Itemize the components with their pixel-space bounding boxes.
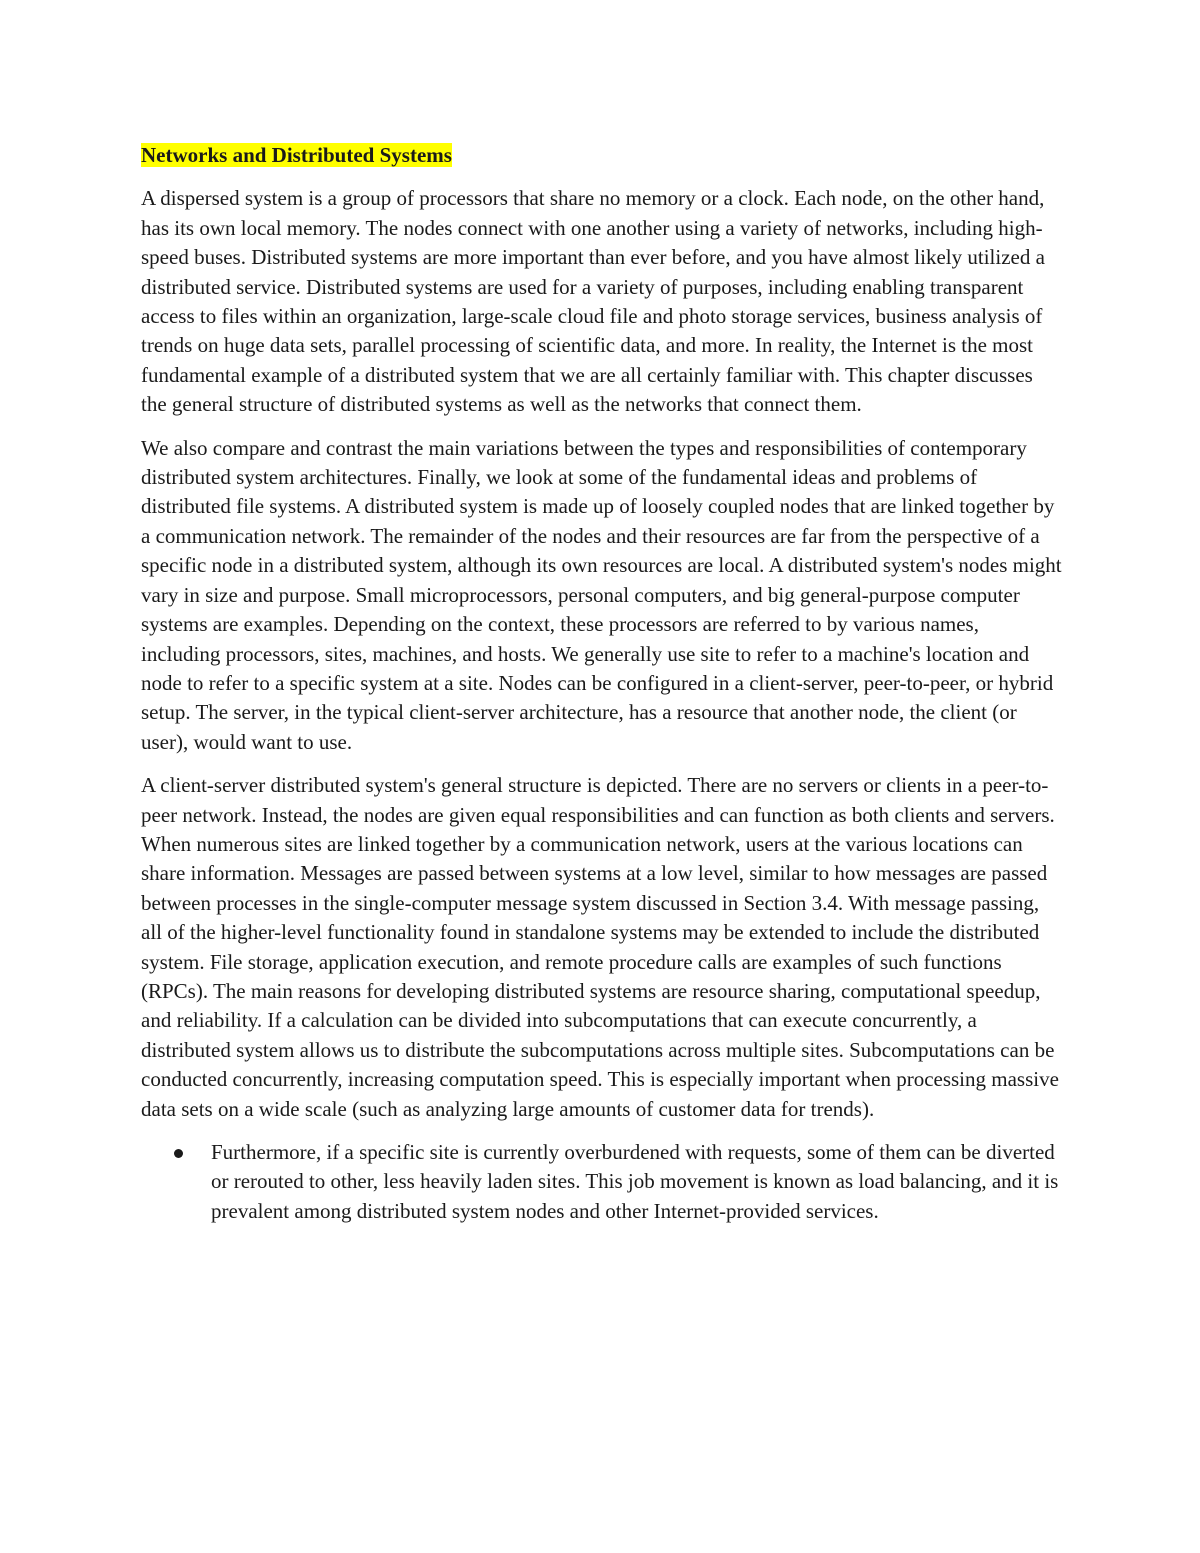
bullet-list (141, 1138, 1063, 1226)
bullet-item (141, 1138, 1063, 1226)
bullet-icon (174, 1149, 183, 1158)
paragraph: A client-server distributed system's general structure is depicted. There are no servers or clients in a peer-to-peer network. Instead, the nodes are given equal responsibilities and can function as both clients and servers. When numerous sites are linked together by a communication network, users at the various locations can share information. Messages are passed between systems at a low level, similar to how messages are passed between processes in the single-computer message system discussed in Section 3.4. With message passing, all of the higher-level functionality found in standalone systems may be extended to include the distributed system. File storage, application execution, and remote procedure calls are examples of such functions (RPCs). The main reasons for developing distributed systems are resource sharing, computational speedup, and reliability. If a calculation can be divided into subcomputations that can execute concurrently, a distributed system allows us to distribute the subcomputations across multiple sites. Subcomputations can be conducted concurrently, increasing computation speed. This is especially important when processing massive data sets on a wide scale (such as analyzing large amounts of customer data for trends). (141, 773, 1059, 1121)
document-title (141, 141, 1063, 170)
paragraph: A dispersed system is a group of processors that share no memory or a clock. Each node, on the other hand, has its own local memory. The nodes connect with one another using a variety of networks, including high-speed buses. Distributed systems are more important than ever before, and you have almost likely utilized a distributed service. Distributed systems are used for a variety of purposes, including enabling transparent access to files within an organization, large-scale cloud file and photo storage services, business analysis of trends on huge data sets, parallel processing of scientific data, and more. In reality, the Internet is the most fundamental example of a distributed system that we are all certainly familiar with. This chapter discusses the general structure of distributed systems as well as the networks that connect them. (141, 186, 1045, 417)
document-body (141, 141, 1063, 1226)
document-title-text: Networks and Distributed Systems (141, 143, 452, 167)
bullet-text: Furthermore, if a specific site is currently overburdened with requests, some of them can be diverted or rerouted to other, less heavily laden sites. This job movement is known as load balancing, and it is prevalent among distributed system nodes and other Internet-provided services. (211, 1140, 1059, 1223)
paragraph: We also compare and contrast the main variations between the types and responsibilities of contemporary distributed system architectures. Finally, we look at some of the fundamental ideas and problems of distributed file systems. A distributed system is made up of loosely coupled nodes that are linked together by a communication network. The remainder of the nodes and their resources are far from the perspective of a specific node in a distributed system, although its own resources are local. A distributed system's nodes might vary in size and purpose. Small microprocessors, personal computers, and big general-purpose computer systems are examples. Depending on the context, these processors are referred to by various names, including processors, sites, machines, and hosts. We generally use site to refer to a machine's location and node to refer to a specific system at a site. Nodes can be configured in a client-server, peer-to-peer, or hybrid setup. The server, in the typical client-server architecture, has a resource that another node, the client (or user), would want to use. (141, 435, 1062, 754)
